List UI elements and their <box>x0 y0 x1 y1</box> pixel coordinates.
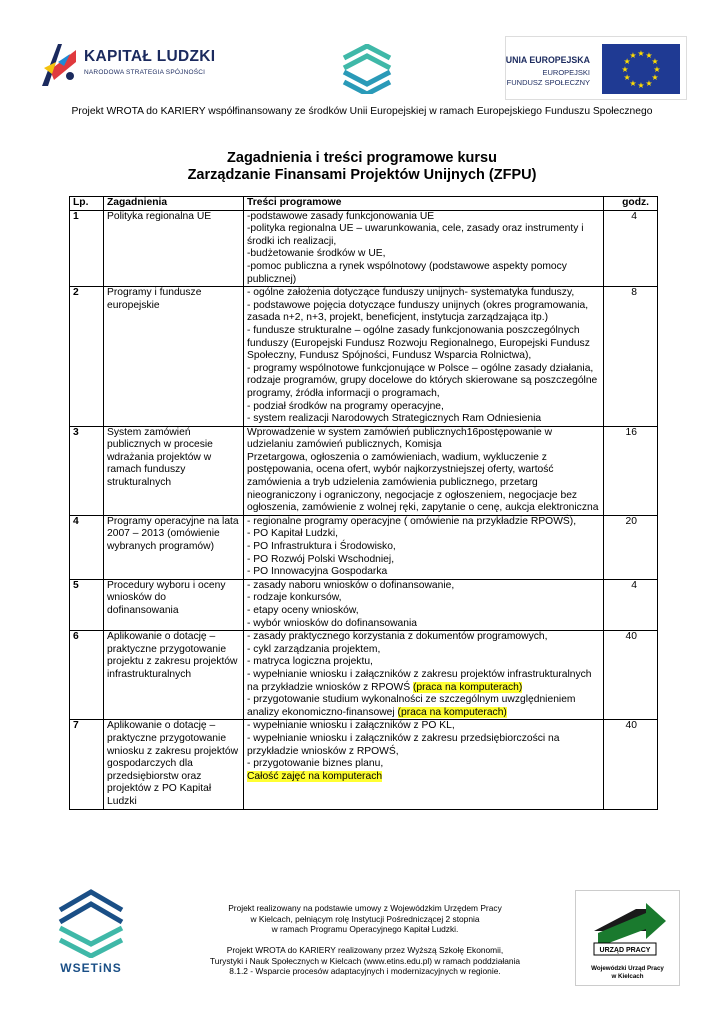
content-item: - wybór wniosków do dofinansowania <box>247 617 417 629</box>
content-item: - etapy oceny wniosków, <box>247 605 359 616</box>
content-text: - przygotowanie studium wykonalności ze szczególnym uwzględnieniem analizy ekonomiczno-finansowej <box>247 694 576 718</box>
table-row <box>70 579 658 630</box>
content-item: - podział środków na programy operacyjne, <box>247 400 444 412</box>
footer-line: Turystyki i Nauk Społecznych w Kielcach (www.etins.edu.pl) w ramach poddziałania <box>209 955 521 966</box>
row-hours: 40 <box>604 631 658 720</box>
table-header-row <box>70 197 658 211</box>
row-content <box>244 579 604 630</box>
row-number: 2 <box>70 287 104 427</box>
eu-line1: UNIA EUROPEJSKA <box>505 55 590 65</box>
content-item: -budżetowanie środków w UE, <box>247 248 386 260</box>
urzad-pracy-caption <box>576 965 679 980</box>
table-row <box>70 515 658 579</box>
table-row <box>70 720 658 809</box>
header-hours: godz. <box>604 197 658 211</box>
eu-star-icon: ★ <box>637 81 645 90</box>
row-number: 6 <box>70 631 104 720</box>
row-hours: 4 <box>604 579 658 630</box>
content-item <box>247 669 600 694</box>
page-subtitle: Zarządzanie Finansami Projektów Unijnych (ZFPU) <box>187 167 537 183</box>
kapital-ludzki-emblem-icon <box>40 40 80 88</box>
eu-star-icon: ★ <box>629 51 637 61</box>
row-content <box>244 515 604 579</box>
wrota-logo <box>338 44 396 94</box>
content-item: - PO Kapitał Ludzki, <box>247 528 338 540</box>
row-topic: System zamówień publicznych w procesie wdrażania projektów w ramach funduszy strukturalnych <box>104 426 244 515</box>
content-item: - fundusze strukturalne – ogólne zasady funkcjonowania poszczególnych funduszy (Europejski Fundusz Rozwoju Regionalnego, Europejski Fundusz Społeczny, Fundusz Spójności, Fundusz Wsparcia Rolnictwa), <box>247 324 590 362</box>
urzad-pracy-logo <box>575 890 680 986</box>
content-item: -pomoc publiczna a rynek wspólnotowy (podstawowe aspekty pomocy publicznej) <box>247 260 567 285</box>
content-item: - zasady praktycznego korzystania z dokumentów programowych, <box>247 631 548 643</box>
footer-paragraph-2 <box>140 945 590 977</box>
row-number: 7 <box>70 720 104 809</box>
content-item: - przygotowanie biznes planu, <box>247 758 384 770</box>
kapital-ludzki-logo <box>40 40 216 90</box>
table-row <box>70 210 658 287</box>
row-content <box>244 720 604 809</box>
content-item: - matryca logiczna projektu, <box>247 656 373 668</box>
eu-star-icon: ★ <box>629 78 637 88</box>
chevron-stack-icon <box>52 888 130 958</box>
row-number: 1 <box>70 210 104 287</box>
row-hours: 20 <box>604 515 658 579</box>
content-item: - ogólne założenia dotyczące funduszy unijnych- systematyka funduszy, <box>247 287 575 299</box>
footer-paragraph-1 <box>140 903 590 935</box>
content-item: - PO Innowacyjna Gospodarka <box>247 566 388 578</box>
row-content <box>244 210 604 287</box>
eu-star-icon: ★ <box>645 78 653 88</box>
content-item: Wprowadzenie w system zamówień publicznych16postępowanie w udzielaniu zamówień publicznych, Komisja <box>247 426 553 451</box>
eu-line2: EUROPEJSKI <box>542 68 590 77</box>
footer-line: Projekt WROTA do KARIERY realizowany przez Wyższą Szkołę Ekonomii, <box>226 945 504 955</box>
highlight-all-computer: Całość zajęć na komputerach <box>247 770 383 782</box>
table-row <box>70 631 658 720</box>
content-item: -podstawowe zasady funkcjonowania UE <box>247 210 435 222</box>
content-item: - PO Infrastruktura i Środowisko, <box>247 541 396 553</box>
row-topic: Procedury wyboru i oceny wniosków do dofinansowania <box>104 579 244 630</box>
row-hours: 8 <box>604 287 658 427</box>
content-item: - cykl zarządzania projektem, <box>247 643 381 655</box>
table-row <box>70 426 658 515</box>
eu-star-icon: ★ <box>651 73 659 82</box>
chevron-stack-icon <box>338 44 396 94</box>
eu-flag-icon <box>602 44 680 94</box>
content-item: - PO Rozwój Polski Wschodniej, <box>247 553 395 565</box>
content-item: - regionalne programy operacyjne ( omówienie na przykładzie RPOWŚ), <box>247 515 577 527</box>
header-topic: Zagadnienia <box>104 197 244 211</box>
highlight-computer-work: (praca na komputerach) <box>412 681 523 693</box>
urzad-pracy-caption-line2: w Kielcach <box>611 972 644 980</box>
highlight-computer-work: (praca na komputerach) <box>397 706 507 718</box>
content-text: - wypełnianie wniosku i załączników z zakresu projektów infrastrukturalnych na przykładzie wniosków z RPOWŚ <box>247 668 592 693</box>
header-lp: Lp. <box>70 197 104 211</box>
content-item: - podstawowe pojęcia dotyczące funduszy unijnych (okres programowania, zasada n+2, n+3, projekt, beneficjent, instytucja zarządzająca itp.) <box>247 299 589 324</box>
row-topic: Programy i fundusze europejskie <box>104 287 244 427</box>
row-content <box>244 287 604 427</box>
row-topic: Programy operacyjne na lata 2007 – 2013 (omówienie wybranych programów) <box>104 515 244 579</box>
urzad-pracy-sign: URZĄD PRACY <box>599 947 651 954</box>
content-item: - rodzaje konkursów, <box>247 592 342 604</box>
urzad-pracy-arrow-icon <box>576 891 679 963</box>
content-item: - wypełnianie wniosku i załączników z PO KL, <box>247 720 455 732</box>
header-content: Treści programowe <box>244 197 604 211</box>
content-item: - wypełnianie wniosku i załączników z zakresu przedsiębiorczości na przykładzie wniosków z RPOWŚ, <box>247 732 560 757</box>
row-content <box>244 631 604 720</box>
eu-star-icon: ★ <box>637 49 645 58</box>
row-topic: Aplikowanie o dotację – praktyczne przygotowanie projektu z zakresu projektów infrastrukturalnych <box>104 631 244 720</box>
row-number: 4 <box>70 515 104 579</box>
table-row <box>70 287 658 427</box>
eu-star-icon: ★ <box>621 65 629 74</box>
eu-star-icon: ★ <box>623 73 631 82</box>
footer-line: Projekt realizowany na podstawie umowy z Wojewódzkim Urzędem Pracy <box>228 903 502 913</box>
row-hours: 16 <box>604 426 658 515</box>
eu-star-icon: ★ <box>653 65 661 74</box>
row-number: 5 <box>70 579 104 630</box>
eu-star-icon: ★ <box>623 57 631 66</box>
content-item: - zasady naboru wniosków o dofinansowanie, <box>247 579 455 591</box>
footer-line: w Kielcach, pełniącym rolę Instytucji Pośredniczącej 2 stopnia <box>250 913 480 924</box>
kapital-ludzki-subtitle: NARODOWA STRATEGIA SPÓJNOŚCI <box>84 69 206 76</box>
eu-line3: FUNDUSZ SPOŁECZNY <box>506 78 590 87</box>
program-table <box>69 196 658 810</box>
row-number: 3 <box>70 426 104 515</box>
eu-star-icon: ★ <box>645 51 653 61</box>
content-item: -polityka regionalna UE – uwarunkowania, cele, zasady oraz instrumenty i środki ich realizacji, <box>247 223 584 247</box>
row-hours: 40 <box>604 720 658 809</box>
eu-star-icon: ★ <box>651 57 659 66</box>
row-topic: Aplikowanie o dotację – praktyczne przygotowanie wniosku z zakresu projektów gospodarczych dla przedsiębiorstw oraz projektów z PO Kapitał Ludzki <box>104 720 244 809</box>
eu-logo <box>505 36 687 100</box>
content-item <box>247 694 600 719</box>
row-hours: 4 <box>604 210 658 287</box>
content-item: - programy wspólnotowe funkcjonujące w Polsce – ogólne zasady działania, rodzaje programów, grupy docelowe do których skierowane są poszczególne programy, źródła informacji o programach, <box>247 362 598 399</box>
content-item: Przetargowa, ogłoszenia o zamówieniach, wadium, wykluczenie z postępowania, ocena ofert, wybór najkorzystniejszej oferty, wartość zamówienia a tryb udzielenia zamówienia publicznego, przetarg nieograniczony i ograniczony, negocjacje z ogłoszeniem, negocjacje bez ogłoszenia, zamówienie z wolnej ręki, zapytanie o cenę, aukcja elektroniczna <box>247 451 599 514</box>
wsetins-label: WSETiNS <box>60 961 122 975</box>
content-item <box>247 771 600 784</box>
footer-line: 8.1.2 - Wsparcie procesów adaptacyjnych i modernizacyjnych w regionie. <box>229 966 501 977</box>
row-topic: Polityka regionalna UE <box>104 210 244 287</box>
row-content <box>244 426 604 515</box>
kapital-ludzki-title: KAPITAŁ LUDZKI <box>84 48 216 65</box>
footer-line: w ramach Programu Operacyjnego Kapitał Ludzki. <box>271 924 459 935</box>
page-title: Zagadnienia i treści programowe kursu <box>227 150 497 166</box>
content-item: - system realizacji Narodowych Strategicznych Ram Odniesienia <box>247 413 542 425</box>
project-cofinancing-line: Projekt WROTA do KARIERY współfinansowany ze środków Unii Europejskiej w ramach Europejskiego Funduszu Społecznego <box>71 106 653 117</box>
urzad-pracy-caption-line1: Wojewódzki Urząd Pracy <box>591 965 664 972</box>
